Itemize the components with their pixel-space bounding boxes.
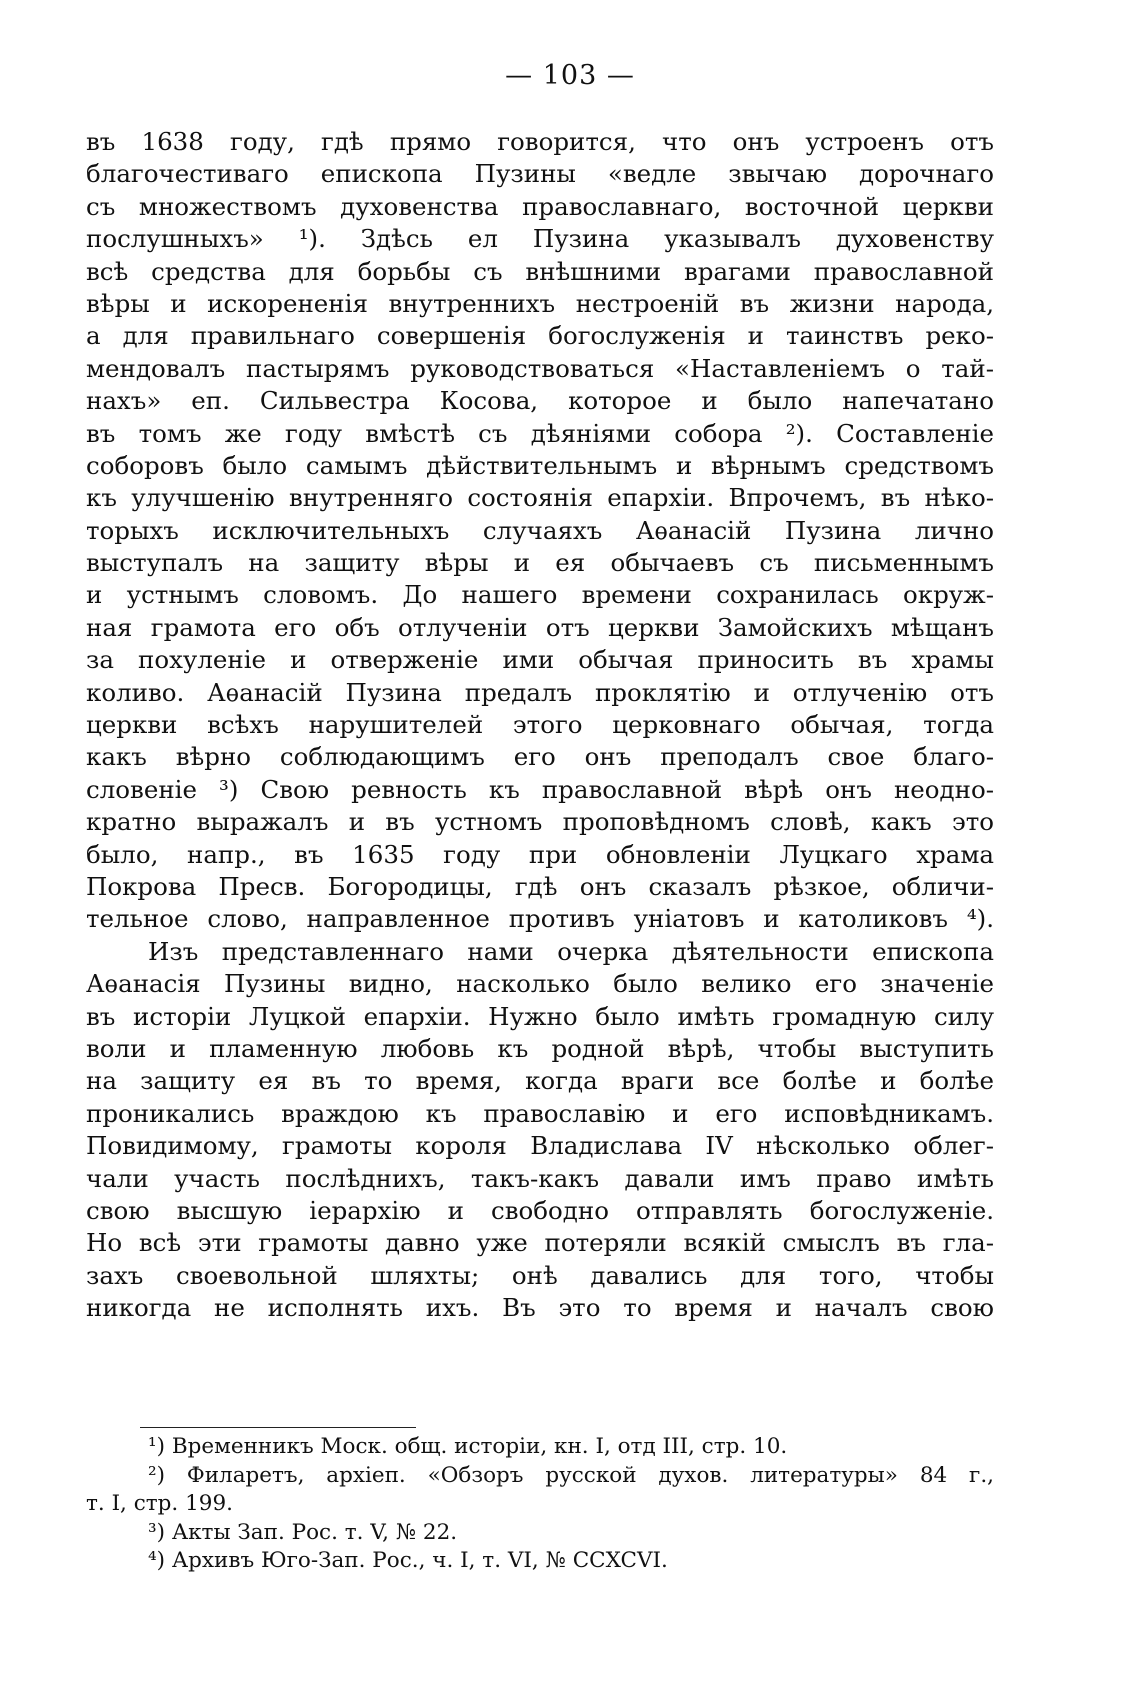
footnote-1: ¹) Временникъ Моск. общ. исторіи, кн. I, отд III, стр. 10. [148,1434,788,1459]
text-line: никогда не исполнять ихъ. Въ это то время и началъ свою [86,1293,994,1323]
text-line: и устнымъ словомъ. До нашего времени сохранилась окруж- [86,580,994,610]
text-line: къ улучшенію внутренняго состоянія епархіи. Впрочемъ, въ нѣко- [86,483,994,513]
text-line: Аѳанасія Пузины видно, насколько было велико его значеніе [86,969,994,999]
footnote-3: ³) Акты Зап. Рос. т. V, № 22. [148,1519,458,1545]
text-line: торыхъ исключительныхъ случаяхъ Аѳанасій Пузина лично [86,515,994,545]
text-line: соборовъ было самымъ дѣйствительнымъ и вѣрнымъ средствомъ [86,450,994,480]
text-line: церкви всѣхъ нарушителей этого церковнаго обычая, тогда [86,710,994,740]
text-line: съ множествомъ духовенства православнаго, восточной церкви [86,191,994,221]
text-line: мендовалъ пастырямъ руководствоваться «Наставленіемъ о тай- [86,353,994,383]
text-line: воли и пламенную любовь къ родной вѣрѣ, чтобы выступить [86,1033,994,1063]
page-number: — 103 — [505,60,635,91]
text-line: всѣ средства для борьбы съ внѣшними врагами православной [86,256,994,286]
text-line: ная грамота его объ отлученіи отъ церкви Замойскихъ мѣщанъ [86,612,994,642]
text-line: нахъ» еп. Сильвестра Косова, которое и было напечатано [86,386,994,416]
text-line: тельное слово, направленное противъ уніатовъ и католиковъ ⁴). [86,904,994,934]
footnote-divider [140,1427,416,1428]
text-line: въ 1638 году, гдѣ прямо говорится, что онъ устроенъ отъ [86,127,994,156]
text-line: захъ своевольной шляхты; онѣ давались для того, чтобы [86,1260,994,1290]
text-line: а для правильнаго совершенія богослуженія и таинствъ реко- [86,321,994,351]
text-line: свою высшую іерархію и свободно отправлять богослуженіе. [86,1195,994,1225]
text-line: чали участь послѣднихъ, такъ-какъ давали имъ право имѣть [86,1163,994,1193]
text-line: на защиту ея въ то время, когда враги все болѣе и болѣе [86,1066,994,1096]
text-line: коливо. Аѳанасій Пузина предалъ проклятію и отлученію отъ [86,677,994,707]
footnotes [86,1433,994,1576]
text-line: было, напр., въ 1635 году при обновленіи Луцкаго храма [86,839,994,869]
text-line: проникались враждою къ православію и его исповѣдникамъ. [86,1098,994,1128]
text-line: какъ вѣрно соблюдающимъ его онъ преподалъ свое благо- [86,742,994,772]
main-text [86,126,994,1324]
footnote-2: ²) Филаретъ, архіеп. «Обзоръ русской духов. литературы» 84 г., [148,1462,994,1488]
text-line: вѣры и искорененія внутреннихъ нестроеній въ жизни народа, [86,288,994,318]
text-line: въ томъ же году вмѣстѣ съ дѣяніями собора ²). Составленіе [86,418,994,448]
text-line: въ исторіи Луцкой епархіи. Нужно было имѣть громадную силу [86,1001,994,1031]
text-line: за похуленіе и отверженіе ими обычая приносить въ храмы [86,645,994,675]
text-line: выступалъ на защиту вѣры и ея обычаевъ съ письменнымъ [86,548,994,578]
text-line: Изъ представленнаго нами очерка дѣятельности епископа [148,936,994,966]
text-line: Повидимому, грамоты короля Владислава IV нѣсколько облег- [86,1131,994,1161]
text-line: Покрова Пресв. Богородицы, гдѣ онъ сказалъ рѣзкое, обличи- [86,871,994,901]
text-line: благочестиваго епископа Пузины «ведле звычаю дорочнаго [86,159,994,189]
footnote-2-continuation: т. I, стр. 199. [86,1491,233,1517]
text-line: Но всѣ эти грамоты давно уже потеряли всякій смыслъ въ гла- [86,1228,994,1258]
text-line: кратно выражалъ и въ устномъ проповѣдномъ словѣ, какъ это [86,807,994,837]
text-line: словеніе ³) Свою ревность къ православной вѣрѣ онъ неодно- [86,774,994,804]
text-line: послушныхъ» ¹). Здѣсь ел Пузина указывалъ духовенству [86,224,994,254]
footnote-4: ⁴) Архивъ Юго-Зап. Рос., ч. I, т. VI, № CCXCVI. [148,1548,668,1574]
